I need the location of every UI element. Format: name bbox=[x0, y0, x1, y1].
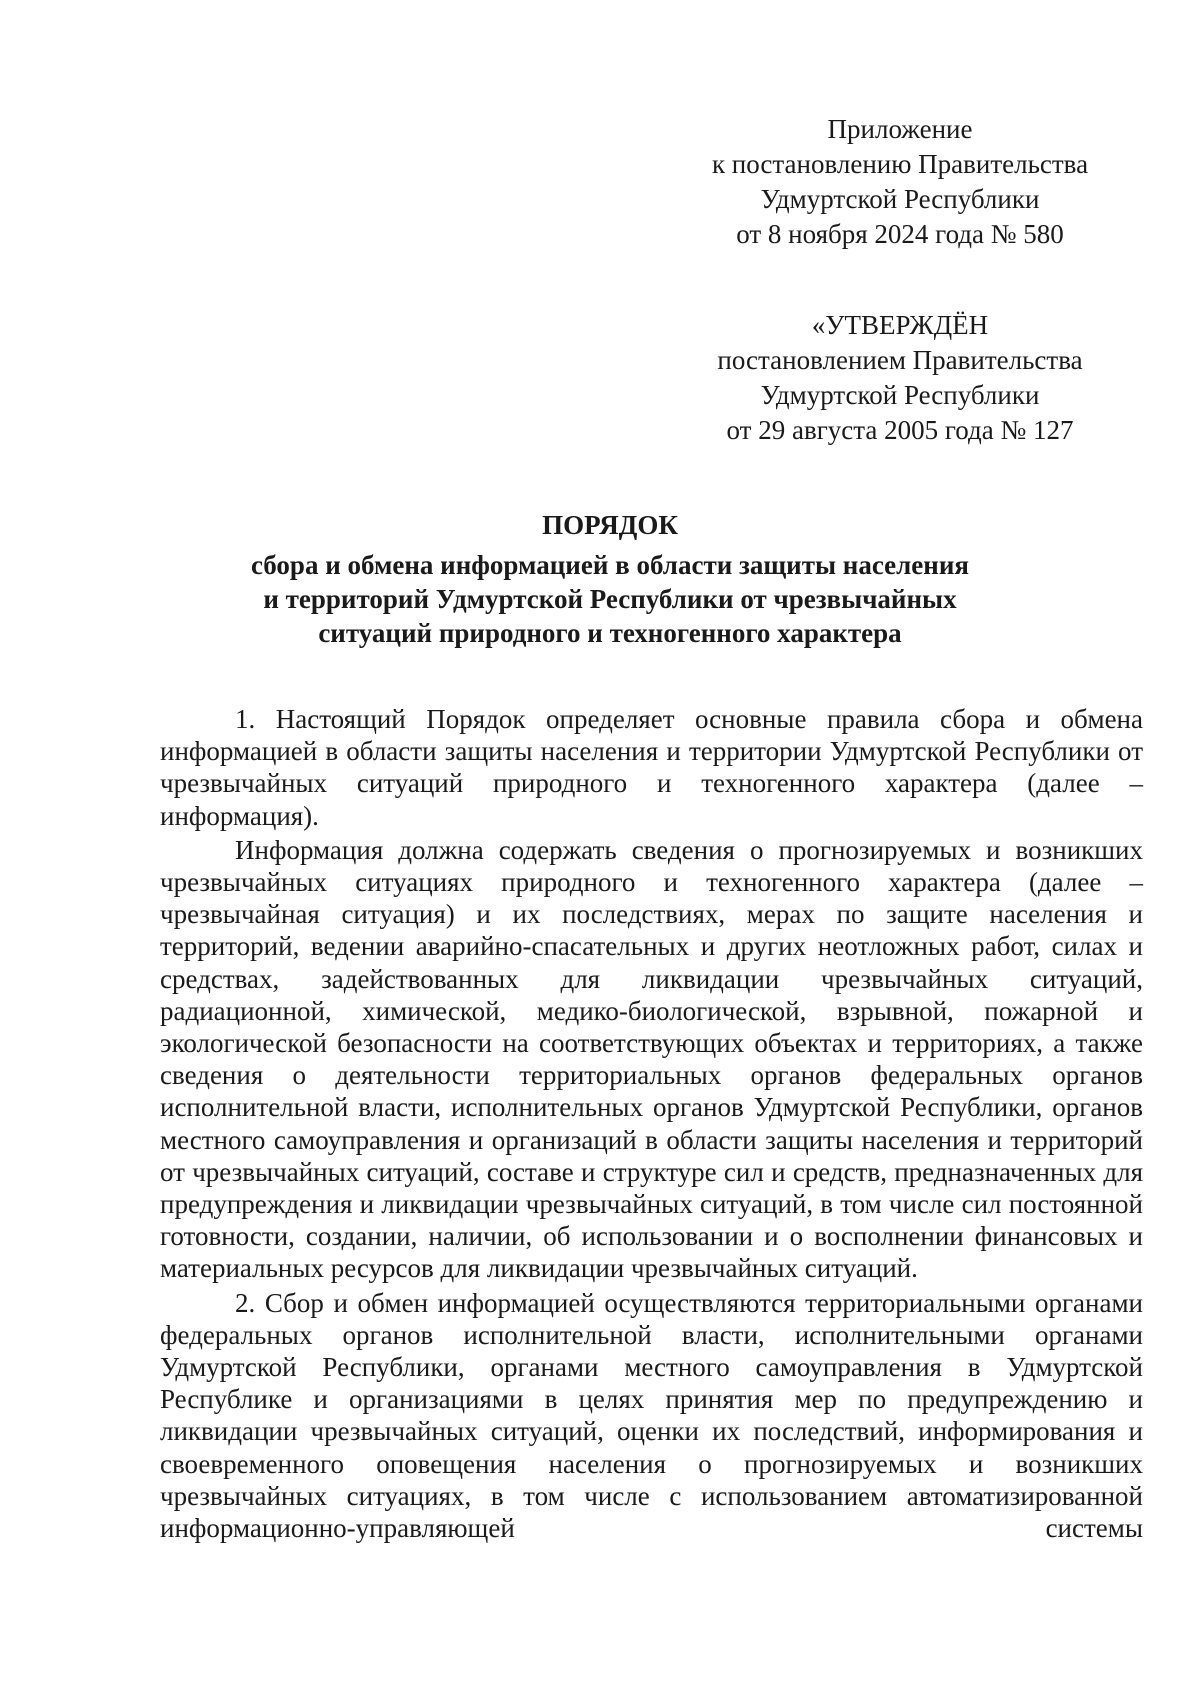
approved-line: постановлением Правительства bbox=[717, 345, 1083, 375]
paragraph-3: 2. Сбор и обмен информацией осуществляются территориальными органами федеральных органов исполнительной власти, исполнительными органами Удмуртской Республики, органами местного самоуправления в Удмуртской Республике и организациями в целях принятия мер по предупреждению и ликвидации чрезвычайных ситуаций, оценки их последствий, информирования и своевременного оповещения населения о прогнозируемых и возникших чрезвычайных ситуациях, в том числе с использованием автоматизированной информационно-управляющей системы bbox=[160, 1287, 1143, 1544]
title-subtitle-line: ситуаций природного и техногенного характера bbox=[318, 618, 902, 648]
appendix-header bbox=[660, 112, 1140, 252]
paragraph-1: 1. Настоящий Порядок определяет основные правила сбора и обмена информацией в области защиты населения и территории Удмуртской Республики от чрезвычайных ситуаций природного и техногенного характера (далее – информация). bbox=[160, 704, 1143, 831]
approved-line: от 29 августа 2005 года № 127 bbox=[726, 415, 1074, 445]
paragraph-2: Информация должна содержать сведения о прогнозируемых и возникших чрезвычайных ситуациях природного и техногенного характера (далее – чрезвычайная ситуация) и их последствиях, мерах по защите населения и территорий, ведении аварийно-спасательных и других неотложных работ, силах и средствах, задействованных для ликвидации чрезвычайных ситуаций, радиационной, химической, медико-биологической, взрывной, пожарной и экологической безопасности на соответствующих объектах и территориях, а также сведения о деятельности территориальных органов федеральных органов исполнительной власти, исполнительных органов Удмуртской Республики, органов местного самоуправления и организаций в области защиты населения и территорий от чрезвычайных ситуаций, составе и структуре сил и средств, предназначенных для предупреждения и ликвидации чрезвычайных ситуаций, в том числе сил постоянной готовности, создании, наличии, об использовании и о восполнении финансовых и материальных ресурсов для ликвидации чрезвычайных ситуаций. bbox=[160, 834, 1143, 1284]
title-main: ПОРЯДОК bbox=[542, 510, 678, 540]
title-subtitle-line: и территорий Удмуртской Республики от чрезвычайных bbox=[263, 584, 957, 614]
approved-line: «УТВЕРЖДЁН bbox=[811, 310, 989, 340]
title-subtitle-line: сбора и обмена информацией в области защиты населения bbox=[250, 550, 970, 580]
document-title bbox=[160, 508, 1060, 650]
document-body bbox=[160, 703, 1143, 1546]
appendix-line: от 8 ноября 2024 года № 580 bbox=[736, 219, 1064, 249]
approval-stamp-block bbox=[660, 308, 1140, 448]
appendix-line: Приложение bbox=[827, 114, 973, 144]
appendix-line: к постановлению Правительства bbox=[711, 149, 1089, 179]
appendix-line: Удмуртской Республики bbox=[760, 184, 1040, 214]
approved-line: Удмуртской Республики bbox=[760, 380, 1040, 410]
